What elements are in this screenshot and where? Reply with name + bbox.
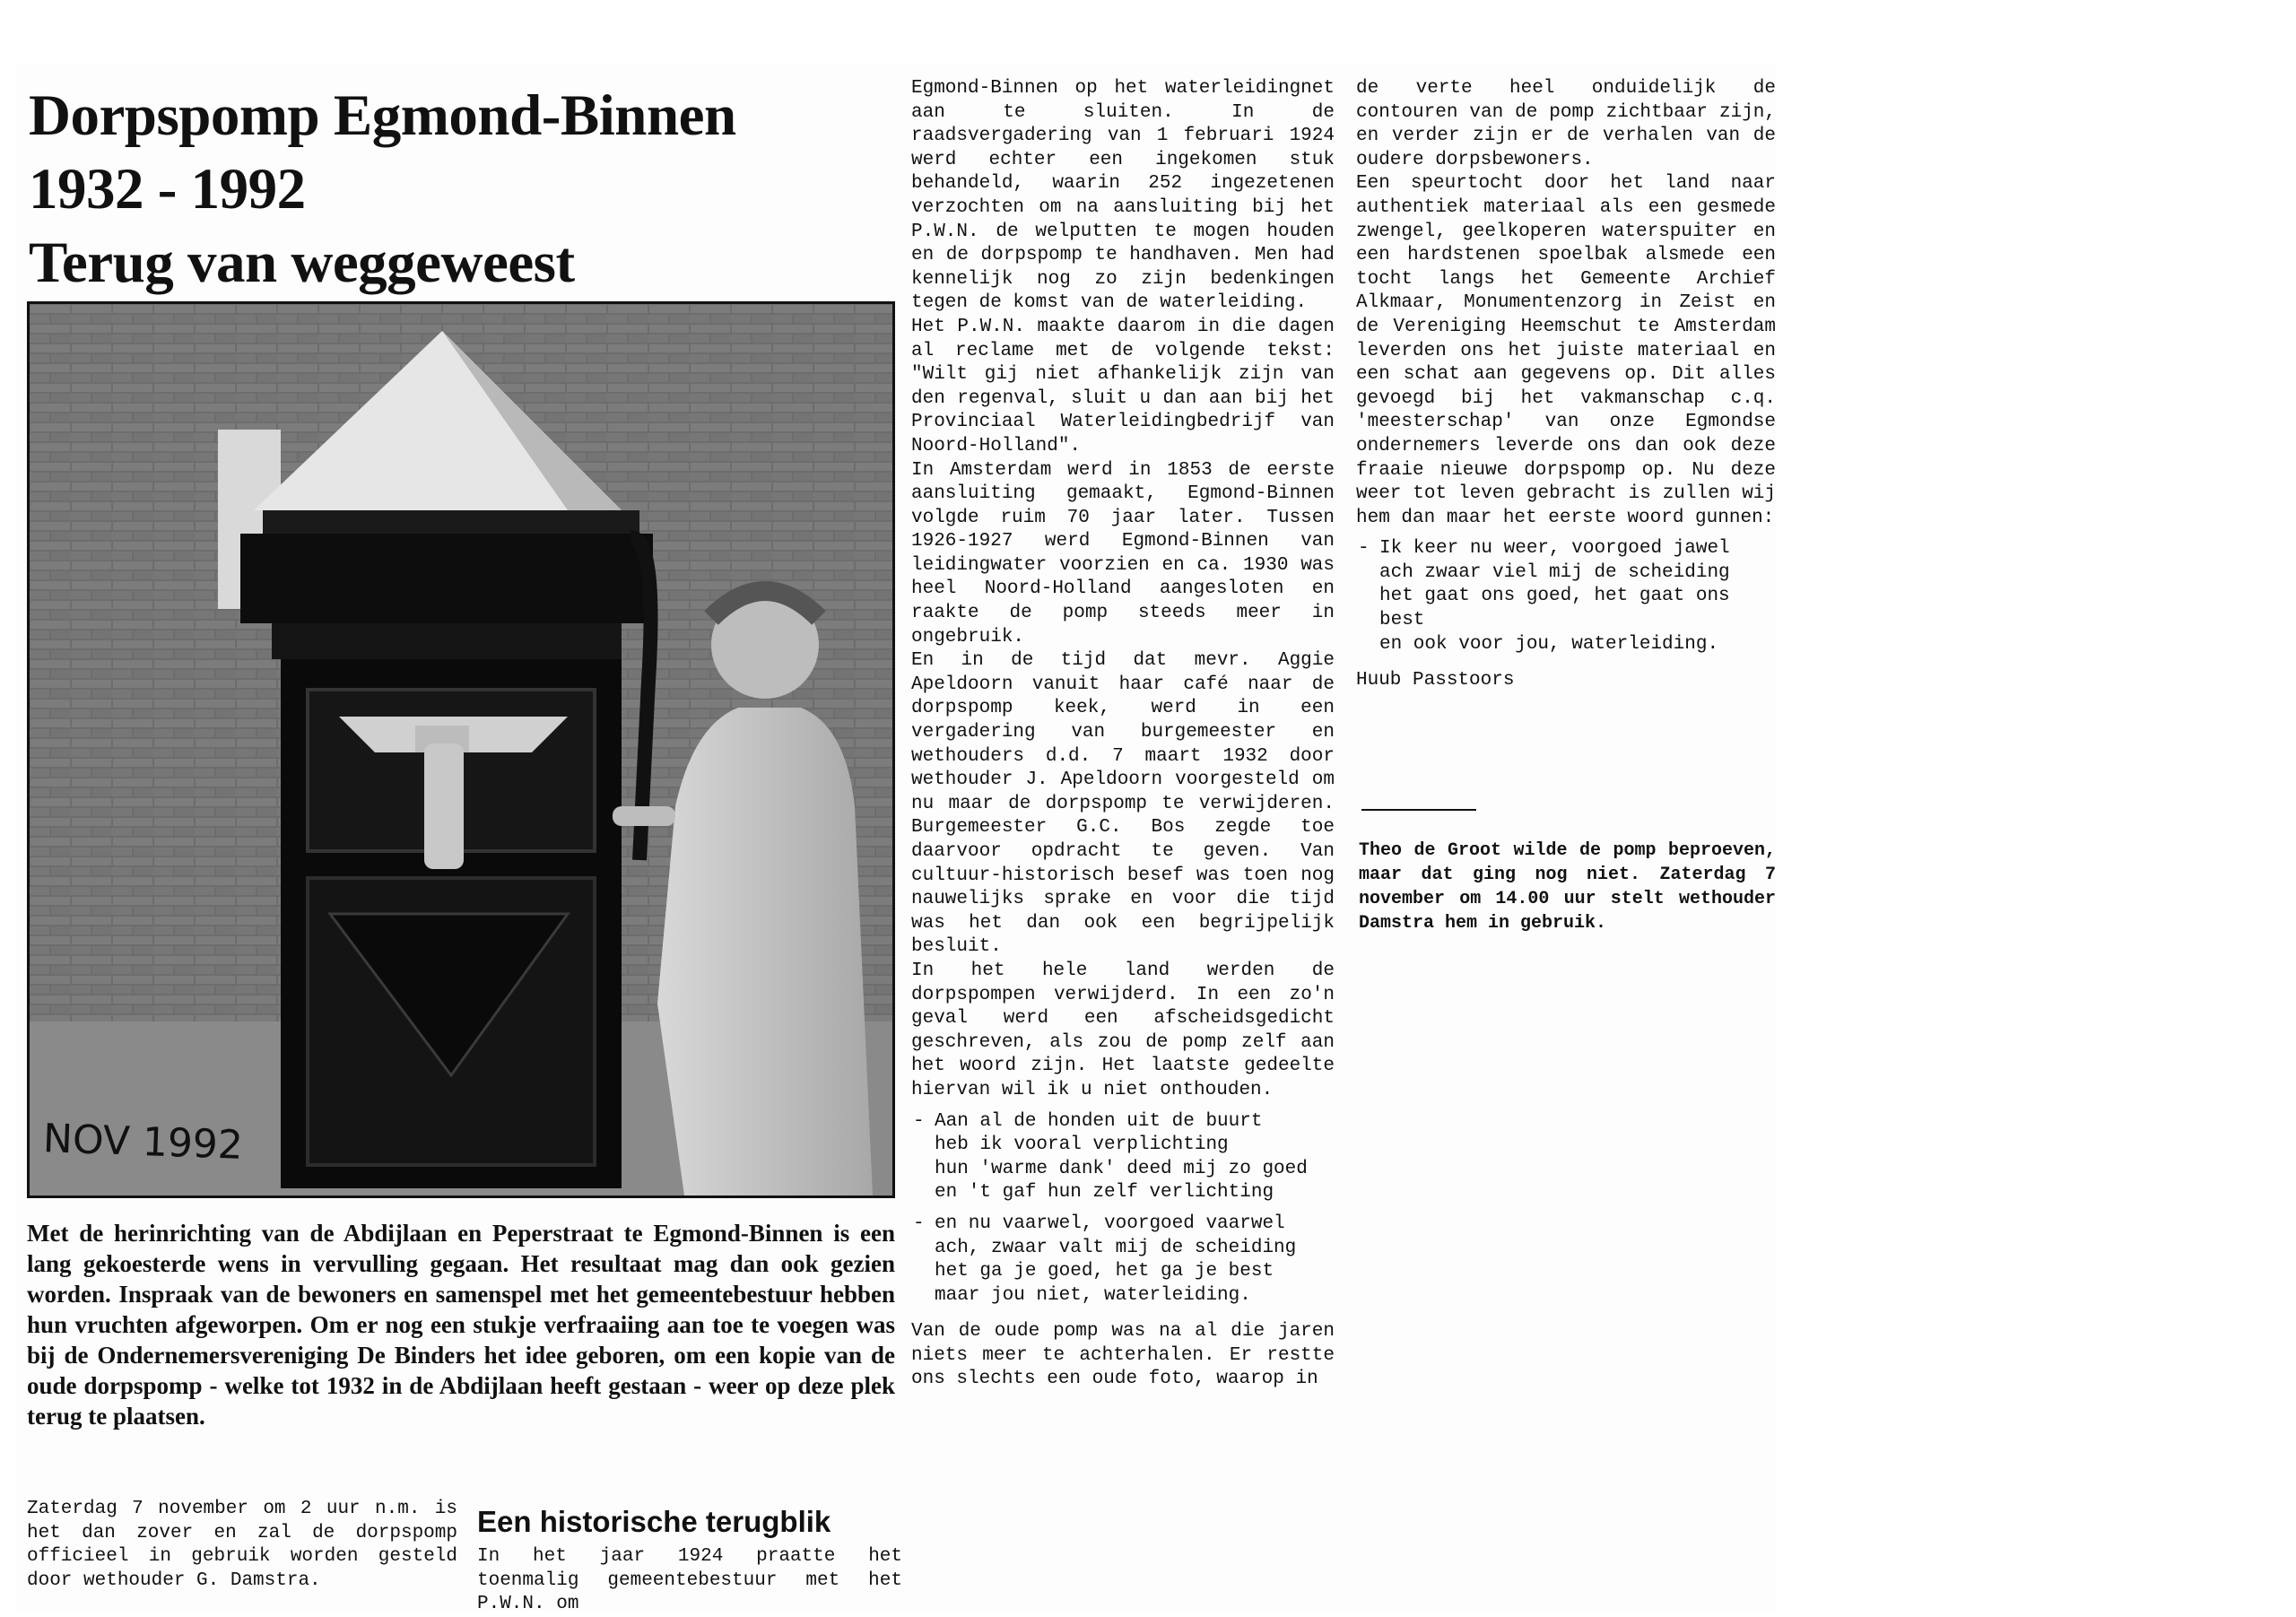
article-column-2 [911, 77, 1335, 1392]
poem-line: maar jou niet, waterleiding. [935, 1284, 1251, 1306]
return-poem [1356, 537, 1776, 656]
poem-line: heb ik vooral verplichting [935, 1135, 1229, 1156]
author-signature: Huub Passtoors [1356, 670, 1515, 691]
col2-paragraph-1: Egmond-Binnen op het waterleidingnet aan te sluiten. In de raadsvergadering van 1 februari 1924 werd echter een ingekomen stuk behandeld, waarin 252 ingezetenen verzochten om na aansluiting bij het P.W.N. de welputten te mogen houden en de dorpspomp te handhaven. Men had kennelijk nog zo zijn bedenkingen tegen de komst van de waterleiding. [911, 78, 1335, 314]
col3-paragraph-2: Een speurtocht door het land naar authentiek materiaal als een gesmede zwengel, geelkoperen waterspuiter en een hardstenen spoelbak alsmede een tocht langs het Gemeente Archief Alkmaar, Monumentenzorg in Zeist en de Vereniging Heemschut te Amsterdam leverden ons het juiste materiaal en een schat aan gegevens op. Dit alles gevoegd bij het vakmanschap c.q. 'meesterschap' van onze Egmondse ondernemers leverde ons dan ook deze fraaie nieuwe dorpspomp op. Nu deze weer tot leven gebracht is zullen wij hem dan maar het eerste woord gunnen: [1356, 173, 1776, 528]
poem-line: ach, zwaar valt mij de scheiding [935, 1237, 1297, 1258]
headline-line-2: 1932 - 1992 [29, 157, 306, 222]
photo-caption: Theo de Groot wilde de pomp beproeven, maar dat ging nog niet. Zaterdag 7 november om 14.00 uur stelt wethouder Damstra hem in gebruik. [1359, 840, 1776, 934]
poem-line: - Aan al de honden uit de buurt [911, 1110, 1335, 1135]
subhead-column [477, 1545, 902, 1617]
headline [29, 79, 890, 300]
handwritten-date: NOV 1992 [42, 1116, 244, 1169]
col2-paragraph-2: Het P.W.N. maakte daarom in die dagen al reclame met de volgende tekst: "Wilt gij niet afhankelijk zijn van den regenval, sluit u dan aan bij het Provinciaal Waterleidingbedrijf van Noord-Holland". [911, 316, 1335, 456]
poem-line: het gaat ons goed, het gaat ons best [1379, 586, 1730, 631]
poem-line: - en nu vaarwel, voorgoed vaarwel [911, 1213, 1335, 1237]
poem-line: ach zwaar viel mij de scheiding [1379, 561, 1730, 583]
pump-photo [27, 301, 895, 1198]
col2-paragraph-6: Van de oude pomp was na al die jaren niets meer te achterhalen. Er restte ons slechts een oude foto, waarop in [911, 1321, 1335, 1390]
poem-line: en ook voor jou, waterleiding. [1379, 633, 1719, 655]
poem-line: hun 'warme dank' deed mij zo goed [935, 1158, 1308, 1179]
caption-divider [1361, 809, 1476, 811]
col3-paragraph-1: de verte heel onduidelijk de contouren van de pomp zichtbaar zijn, en verder zijn er de verhalen van de oudere dorpsbewoners. [1356, 78, 1776, 170]
poem-line: - Ik keer nu weer, voorgoed jawel [1356, 537, 1776, 561]
pump-photo-illustration [30, 304, 892, 1195]
poem-line: en 't gaf hun zelf verlichting [935, 1182, 1274, 1204]
subhead-text: In het jaar 1924 praatte het toenmalig gemeentebestuur met het P.W.N. om [477, 1546, 902, 1615]
farewell-poem-2 [911, 1213, 1335, 1308]
subheading: Een historische terugblik [477, 1505, 831, 1538]
col2-paragraph-5: In het hele land werden de dorpspompen verwijderd. In een zo'n geval werd een afscheidsgedicht geschreven, als zou de pomp zelf aan het woord zijn. Het laatste gedeelte hiervan wil ik u niet onthouden. [911, 960, 1335, 1100]
lead-paragraph: Met de herinrichting van de Abdijlaan en Peperstraat te Egmond-Binnen is een lang gekoesterde wens in vervulling gegaan. Het resultaat mag dan ook gezien worden. Inspraak van de bewoners en samenspel met het gemeentebestuur hebben hun vruchten afgeworpen. Om er nog een stukje verfraaiing aan toe te voegen was bij de Ondernemersvereniging De Binders het idee geboren, om een kopie van de oude dorpspomp - welke tot 1932 in de Abdijlaan heeft gestaan - weer op deze plek terug te plaatsen. [27, 1220, 895, 1430]
farewell-poem-1 [911, 1110, 1335, 1205]
headline-line-1: Dorpspomp Egmond-Binnen [29, 83, 736, 148]
col2-paragraph-4: En in de tijd dat mevr. Aggie Apeldoorn vanuit haar café naar de dorpspomp keek, werd in een vergadering van burgemeester en wethouders d.d. 7 maart 1932 door wethouder J. Apeldoorn voorgesteld om nu maar de dorpspomp te verwijderen. Burgemeester G.C. Bos zegde toe daarvoor opdracht te geven. Van cultuur-historisch besef was toen nog nauwelijks sprake en voor die tijd was het dan ook een begrijpelijk besluit. [911, 650, 1335, 958]
article-column-3 [1356, 77, 1776, 693]
bottom-left-column [27, 1498, 457, 1593]
headline-line-3: Terug van weggeweest [29, 230, 575, 295]
col2-paragraph-3: In Amsterdam werd in 1853 de eerste aansluiting gemaakt, Egmond-Binnen volgde ruim 70 jaar later. Tussen 1926-1927 werd Egmond-Binnen van leidingwater voorzien en ca. 1930 was heel Noord-Holland aangesloten en raakte de pomp steeds meer in ongebruik. [911, 459, 1335, 648]
opening-announcement: Zaterdag 7 november om 2 uur n.m. is het dan zover en zal de dorpspomp officieel in gebruik worden gesteld door wethouder G. Damstra. [27, 1499, 457, 1591]
poem-line: het ga je goed, het ga je best [935, 1261, 1274, 1282]
